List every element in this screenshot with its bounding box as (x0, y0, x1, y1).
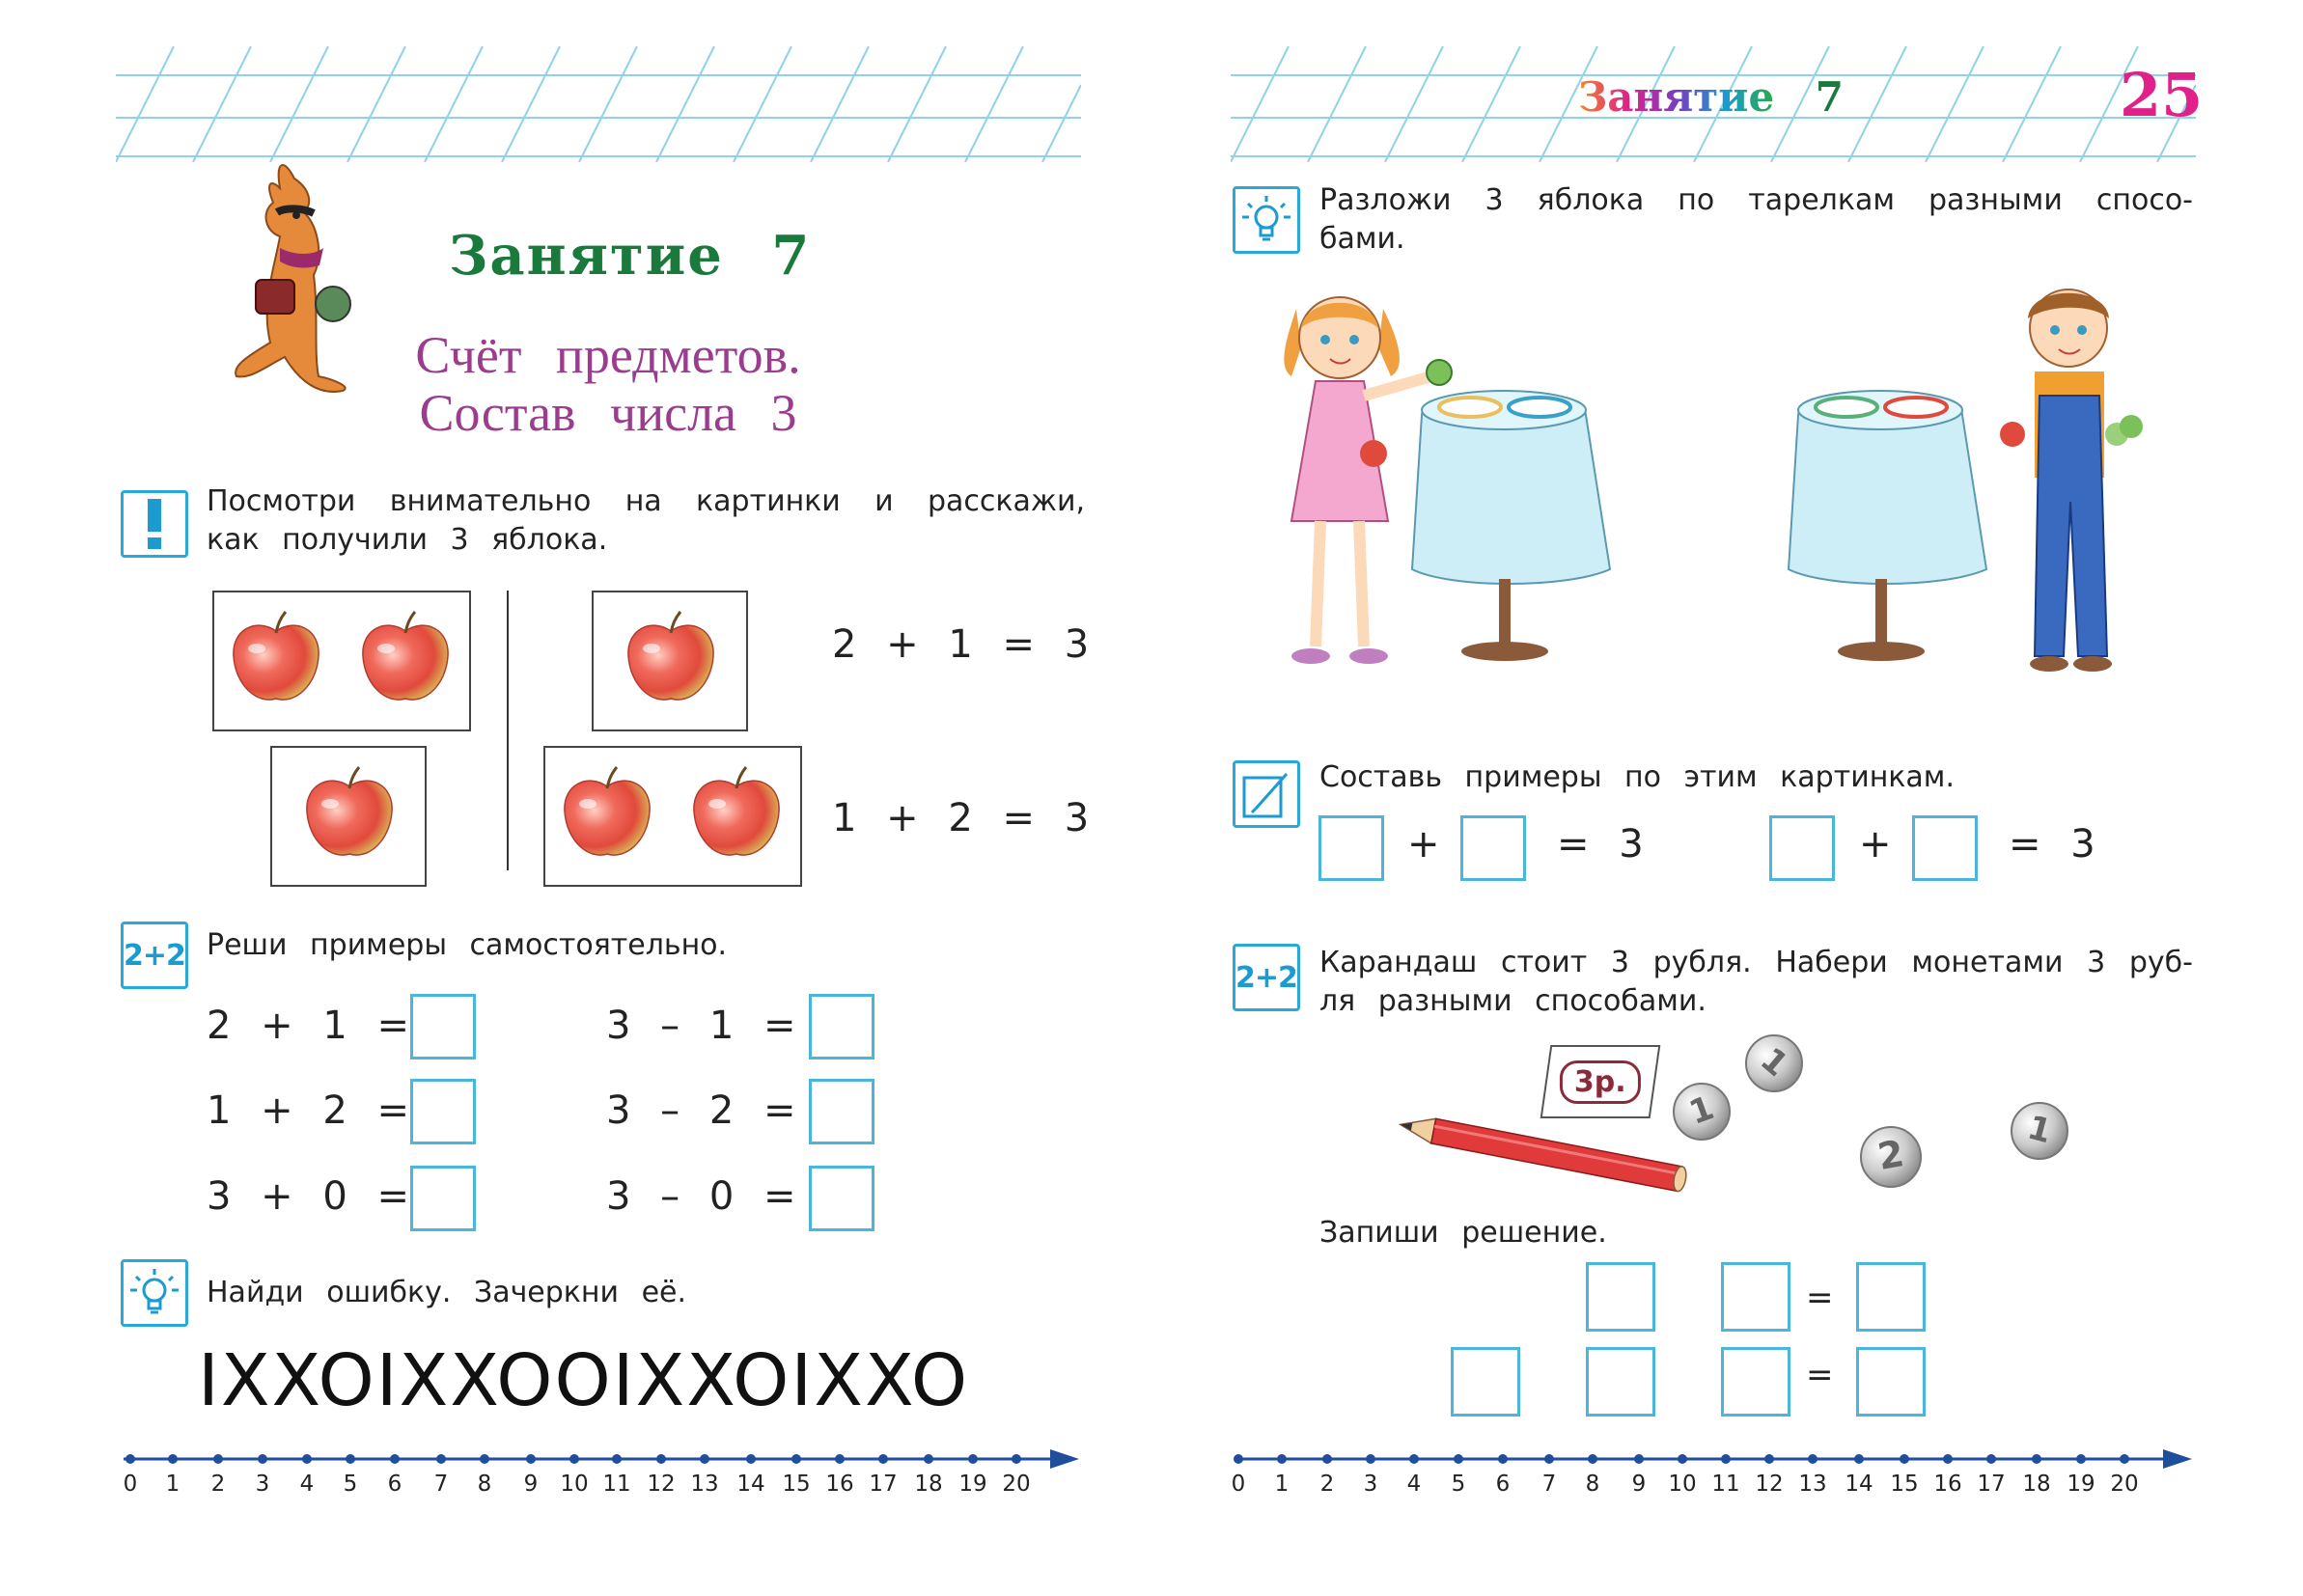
tick-label: 6 (387, 1472, 402, 1497)
tick-label: 7 (433, 1472, 449, 1497)
tick-label: 18 (2022, 1472, 2051, 1497)
children-tables-illustration (1277, 280, 2194, 695)
example-3: 3 + 0 = (207, 1174, 410, 1219)
tick-label: 20 (2110, 1472, 2139, 1497)
solution-box-r2-2[interactable] (1586, 1347, 1655, 1417)
solution-box-r2-4[interactable] (1856, 1347, 1926, 1417)
apple-frame-one-apple-bottom (270, 746, 427, 887)
lightbulb-icon (1233, 186, 1300, 254)
compose-plus-2: + (1859, 822, 1892, 867)
equation-top: 2 + 1 = 3 (832, 622, 1090, 667)
task-1-line-2: как получили 3 яблока. (207, 523, 608, 557)
tick-label: 9 (523, 1472, 539, 1497)
compose-box-2[interactable] (1460, 815, 1526, 881)
coin-one-c-label: 1 (2023, 1108, 2056, 1152)
answer-box-6[interactable] (809, 1166, 874, 1231)
header-lesson-label (1578, 73, 1844, 121)
example-1: 2 + 1 = (207, 1004, 410, 1048)
tick-label: 8 (477, 1472, 492, 1497)
tick-label: 16 (1933, 1472, 1962, 1497)
solution-box-r2-3[interactable] (1721, 1347, 1790, 1417)
tick-label: 1 (1274, 1472, 1290, 1497)
write-solution-label: Запиши решение. (1319, 1216, 1607, 1250)
answer-box-5[interactable] (809, 1079, 874, 1144)
r-task-1-text (1319, 181, 2193, 259)
compose-box-3[interactable] (1769, 815, 1835, 881)
answer-box-4[interactable] (809, 994, 874, 1059)
tick-label: 9 (1631, 1472, 1647, 1497)
r-task-2-text: Составь примеры по этим картинкам. (1319, 760, 1955, 794)
price-tag-label: 3р. (1560, 1060, 1641, 1104)
solution-box-r1-2[interactable] (1721, 1262, 1790, 1332)
right-page (1152, 0, 2303, 1596)
compose-result-1: = 3 (1557, 822, 1644, 867)
coin-two-label: 2 (1874, 1132, 1907, 1178)
lesson-subtitle (357, 326, 859, 442)
price-tag (1540, 1045, 1661, 1118)
subtitle-line-2: Состав числа 3 (419, 384, 797, 442)
tick-label: 4 (299, 1472, 315, 1497)
header-hatch-left (116, 46, 1081, 162)
example-5: 3 – 2 = (606, 1088, 796, 1133)
task-1-text (207, 482, 1085, 560)
solution-equals-r2: = (1806, 1356, 1834, 1394)
tick-label: 15 (782, 1472, 811, 1497)
task-1-line-1: Посмотри внимательно на картинки и расскажи, (207, 484, 1085, 518)
exclamation-icon (121, 490, 188, 558)
answer-box-1[interactable] (410, 994, 476, 1059)
tick-label: 6 (1495, 1472, 1511, 1497)
pencil-paper-icon (1233, 760, 1300, 828)
tick-label: 15 (1890, 1472, 1919, 1497)
tick-label: 11 (1711, 1472, 1740, 1497)
tick-label: 3 (255, 1472, 270, 1497)
answer-box-3[interactable] (410, 1166, 476, 1231)
equation-bottom: 1 + 2 = 3 (832, 796, 1090, 840)
tick-label: 17 (869, 1472, 898, 1497)
coin-one-b-label: 1 (1753, 1040, 1795, 1085)
example-4: 3 – 1 = (606, 1004, 796, 1048)
tick-label: 16 (825, 1472, 854, 1497)
example-6: 3 – 0 = (606, 1174, 796, 1219)
tick-label: 2 (210, 1472, 226, 1497)
tick-label: 14 (1845, 1472, 1873, 1497)
compose-result-2: = 3 (2009, 822, 2095, 867)
solution-equals-r1: = (1806, 1279, 1834, 1317)
lesson-title: Занятие 7 (449, 224, 812, 288)
tick-label: 20 (1002, 1472, 1031, 1497)
header-lesson-word: Занятие (1578, 73, 1775, 121)
tick-label: 13 (1798, 1472, 1827, 1497)
apple-frame-two-apples-top (212, 591, 471, 731)
tick-label: 14 (736, 1472, 765, 1497)
apple-frame-two-apples-bottom (543, 746, 802, 887)
tick-label: 12 (1755, 1472, 1784, 1497)
tick-label: 10 (1668, 1472, 1697, 1497)
two-plus-two-icon (121, 922, 188, 989)
tick-label: 1 (165, 1472, 180, 1497)
pencil-illustration (1388, 1110, 1706, 1197)
kangaroo-mascot-illustration (227, 159, 362, 400)
compose-box-4[interactable] (1912, 815, 1978, 881)
subtitle-line-1: Счёт предметов. (415, 326, 801, 384)
solution-box-r1-3[interactable] (1856, 1262, 1926, 1332)
tick-label: 18 (914, 1472, 943, 1497)
tick-label: 5 (1451, 1472, 1466, 1497)
tick-label: 4 (1406, 1472, 1422, 1497)
apple-frame-one-apple-top (592, 591, 748, 731)
compose-plus-1: + (1407, 822, 1440, 867)
tick-label: 10 (560, 1472, 589, 1497)
tick-label: 3 (1363, 1472, 1378, 1497)
coin-one-a-label: 1 (1684, 1088, 1719, 1133)
tick-label: 11 (602, 1472, 631, 1497)
error-sequence[interactable]: IXXOIXXOOIXXOIXXO (198, 1339, 970, 1422)
r-two-plus-two-icon-label: 2+2 (1235, 960, 1297, 995)
tick-label: 19 (958, 1472, 987, 1497)
two-plus-two-icon (1233, 944, 1300, 1011)
header-lesson-number: 7 (1815, 73, 1845, 121)
answer-box-2[interactable] (410, 1079, 476, 1144)
tick-label: 19 (2067, 1472, 2095, 1497)
tick-label: 2 (1319, 1472, 1335, 1497)
tick-label: 8 (1585, 1472, 1600, 1497)
tick-label: 7 (1541, 1472, 1557, 1497)
boy-figure (2000, 289, 2143, 672)
r-task-1-line-1: Разложи 3 яблока по тарелкам разными спосо- (1319, 183, 2193, 217)
lightbulb-icon (121, 1259, 188, 1327)
page-number: 25 (2120, 60, 2204, 130)
tick-label: 17 (1977, 1472, 2006, 1497)
solution-box-r2-1[interactable] (1451, 1347, 1520, 1417)
solution-box-r1-1[interactable] (1586, 1262, 1655, 1332)
tick-label: 12 (647, 1472, 676, 1497)
tick-label: 0 (1231, 1472, 1246, 1497)
r-task-3-line-1: Карандаш стоит 3 рубля. Набери монетами 3 руб- (1319, 946, 2193, 979)
task-3-text: Найди ошибку. Зачеркни её. (207, 1276, 687, 1309)
apple-divider-line (507, 591, 509, 870)
r-task-3-line-2: ля разными способами. (1319, 984, 1706, 1018)
r-task-3-text (1319, 944, 2193, 1021)
compose-box-1[interactable] (1318, 815, 1384, 881)
r-task-1-line-2: бами. (1319, 222, 1405, 256)
task-2-text: Реши примеры самостоятельно. (207, 928, 728, 962)
tick-label: 5 (343, 1472, 358, 1497)
two-plus-two-icon-label: 2+2 (124, 938, 185, 973)
tick-label: 0 (123, 1472, 138, 1497)
example-2: 1 + 2 = (207, 1088, 410, 1133)
table-left (1412, 391, 1610, 661)
tick-label: 13 (690, 1472, 719, 1497)
table-right (1789, 391, 1986, 661)
